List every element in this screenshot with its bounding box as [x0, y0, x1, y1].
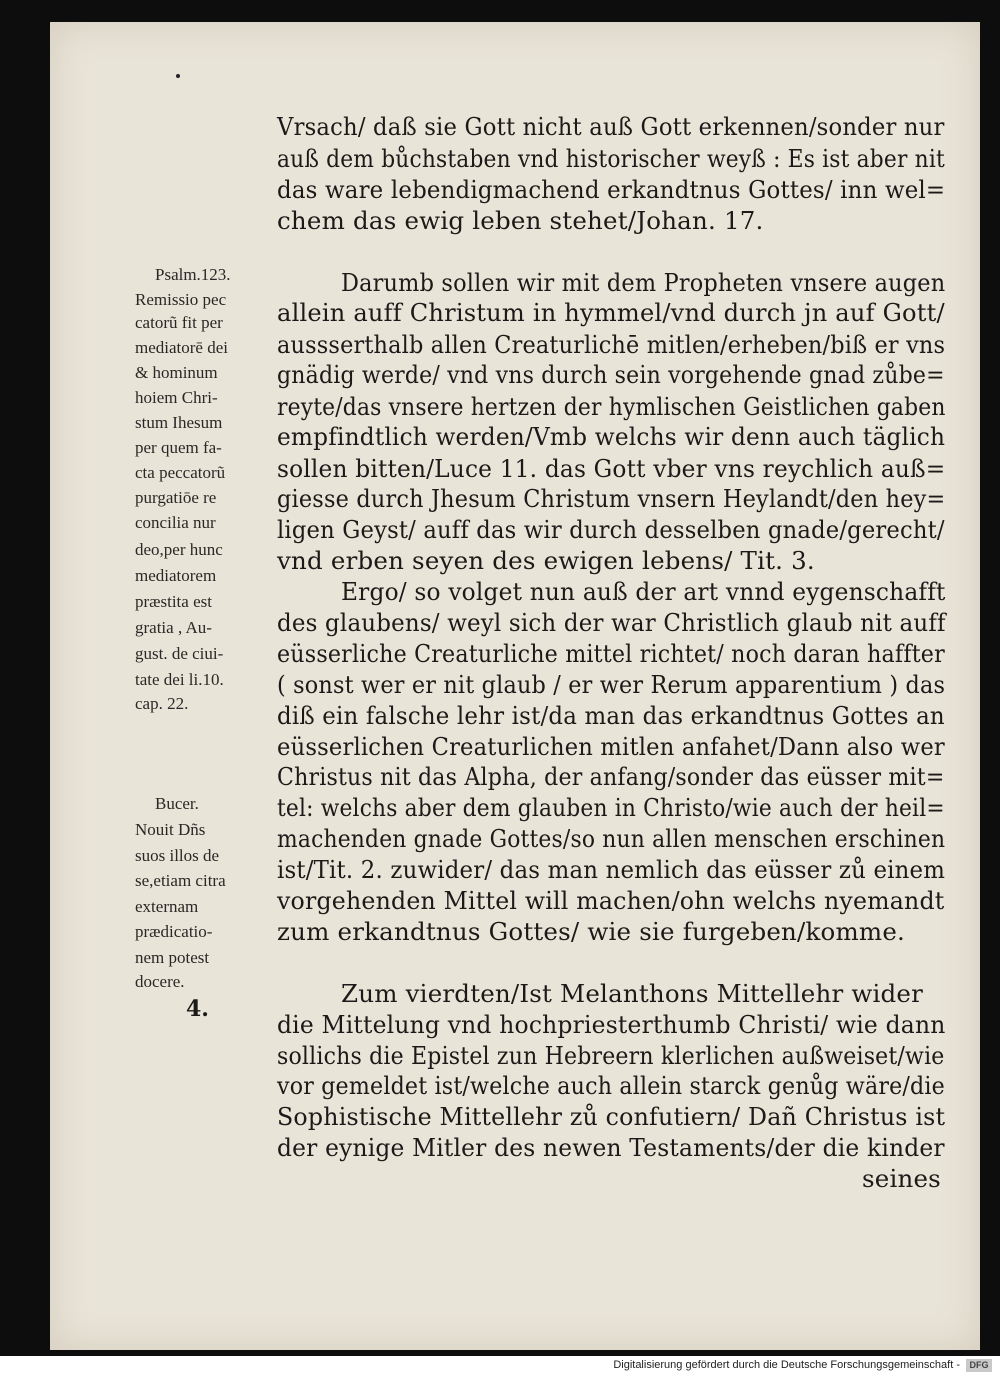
margin-note-line: Remissio pec	[135, 290, 227, 309]
text-line: vnd erben seyen des ewigen lebens/ Tit. 3.	[277, 546, 815, 575]
margin-note-line: catorũ fit per	[135, 313, 223, 332]
text-line: ( sonst wer er nit glaub / er wer Rerum apparentium ) das	[277, 670, 946, 699]
margin-note-line: cap. 22.	[135, 694, 189, 713]
text-line: zum erkandtnus Gottes/ wie sie furgeben/komme.	[277, 917, 906, 946]
margin-note-line: cta peccatorũ	[135, 463, 226, 482]
text-line: reyte/das vnsere hertzen der hymlischen Geistlichen gaben	[277, 392, 946, 421]
text-line: sollen bitten/Luce 11. das Gott vber vns reychlich auß=	[277, 454, 946, 483]
text-line: empfindtlich werden/Vmb welchs wir denn auch täglich	[277, 422, 946, 451]
text-line: eüsserliche Creaturliche mittel richtet/ noch daran haffter	[277, 639, 945, 668]
text-line: Ergo/ so volget nun auß der art vnnd eygenschafft	[341, 577, 946, 606]
text-line: eüsserlichen Creaturlichen mitlen anfahet/Dann also wer	[277, 732, 945, 761]
margin-note-line: Bucer.	[155, 794, 199, 813]
text-line: Sophistische Mittellehr zů confutiern/ Dañ Christus ist	[277, 1102, 946, 1131]
margin-note-line: Psalm.123.	[155, 265, 231, 284]
text-line: vorgehenden Mittel will machen/ohn welchs nyemandt	[277, 886, 945, 915]
margin-note-line: se,etiam citra	[135, 871, 226, 890]
text-line: ligen Geyst/ auff das wir durch desselben gnade/gerecht/	[277, 515, 945, 544]
margin-note-line: concilia nur	[135, 513, 216, 532]
text-line: sollichs die Epistel zun Hebreern klerlichen außweiset/wie	[277, 1041, 945, 1070]
margin-note-line: gust. de ciui-	[135, 644, 224, 663]
margin-note-line: stum Ihesum	[135, 413, 223, 432]
margin-note-line: præstita est	[135, 592, 212, 611]
text-line: tel: welchs aber dem glauben in Christo/wie auch der heil=	[277, 793, 945, 822]
dfg-logo: DFG	[966, 1359, 992, 1372]
text-line: auß dem bůchstaben vnd historischer weyß : Es ist aber nit	[277, 144, 945, 173]
funding-credit: Digitalisierung gefördert durch die Deutsche Forschungsgemeinschaft -	[613, 1359, 960, 1371]
margin-note-line: Nouit Dñs	[135, 820, 206, 839]
margin-note-line: externam	[135, 897, 199, 916]
text-line: allein auff Christum in hymmel/vnd durch jn auf Gott/	[277, 298, 945, 327]
text-line: Christus nit das Alpha, der anfang/sonder das eüsser mit=	[277, 762, 945, 791]
margin-note-line: nem potest	[135, 948, 210, 967]
text-line: aussserthalb allen Creaturlichē mitlen/erheben/biß er vns	[277, 330, 946, 359]
text-line: chem das ewig leben stehet/Johan. 17.	[277, 206, 764, 235]
text-line: der eynige Mitler des newen Testaments/der die kinder	[277, 1133, 945, 1162]
margin-note-line: mediatorem	[135, 566, 217, 585]
margin-note-line: deo,per hunc	[135, 540, 223, 559]
margin-note-line: docere.	[135, 972, 185, 991]
text-line: die Mittelung vnd hochpriesterthumb Christi/ wie dann	[277, 1010, 946, 1039]
text-line: vor gemeldet ist/welche auch allein starck genůg wäre/die	[277, 1071, 945, 1100]
text-line: diß ein falsche lehr ist/da man das erkandtnus Gottes an	[277, 701, 945, 730]
margin-note-line: gratia , Au-	[135, 618, 212, 637]
catchword: seines	[862, 1164, 941, 1193]
text-line: des glaubens/ weyl sich der war Christlich glaub nit auff	[277, 608, 946, 637]
margin-note-line: & hominum	[135, 363, 218, 382]
text-line: das ware lebendigmachend erkandtnus Gottes/ inn wel=	[277, 175, 946, 204]
text-line: machenden gnade Gottes/so nun allen menschen erschinen	[277, 824, 946, 853]
digitization-footer	[0, 1356, 1000, 1376]
text-line: giesse durch Jhesum Christum vnsern Heylandt/den hey=	[277, 484, 946, 513]
text-line: ist/Tit. 2. zuwider/ das man nemlich das eüsser zů einem	[277, 855, 946, 884]
margin-note-line: per quem fa-	[135, 438, 222, 457]
margin-note-line: purgatiōe re	[135, 488, 217, 507]
text-line: Vrsach/ daß sie Gott nicht auß Gott erkennen/sonder nur	[277, 112, 945, 141]
text-line: Zum vierdten/Ist Melanthons Mittellehr wider	[341, 979, 924, 1008]
section-number: 4.	[186, 996, 209, 1022]
ink-speck	[176, 74, 180, 78]
margin-note-line: suos illos de	[135, 846, 220, 865]
text-line: Darumb sollen wir mit dem Propheten vnsere augen	[341, 268, 946, 297]
margin-note-line: prædicatio-	[135, 922, 213, 941]
margin-note-line: tate dei li.10.	[135, 670, 224, 689]
text-line: gnädig werde/ vnd vns durch sein vorgehende gnad zůbe=	[277, 360, 945, 389]
margin-note-line: hoiem Chri-	[135, 388, 218, 407]
margin-note-line: mediatorē dei	[135, 338, 228, 357]
